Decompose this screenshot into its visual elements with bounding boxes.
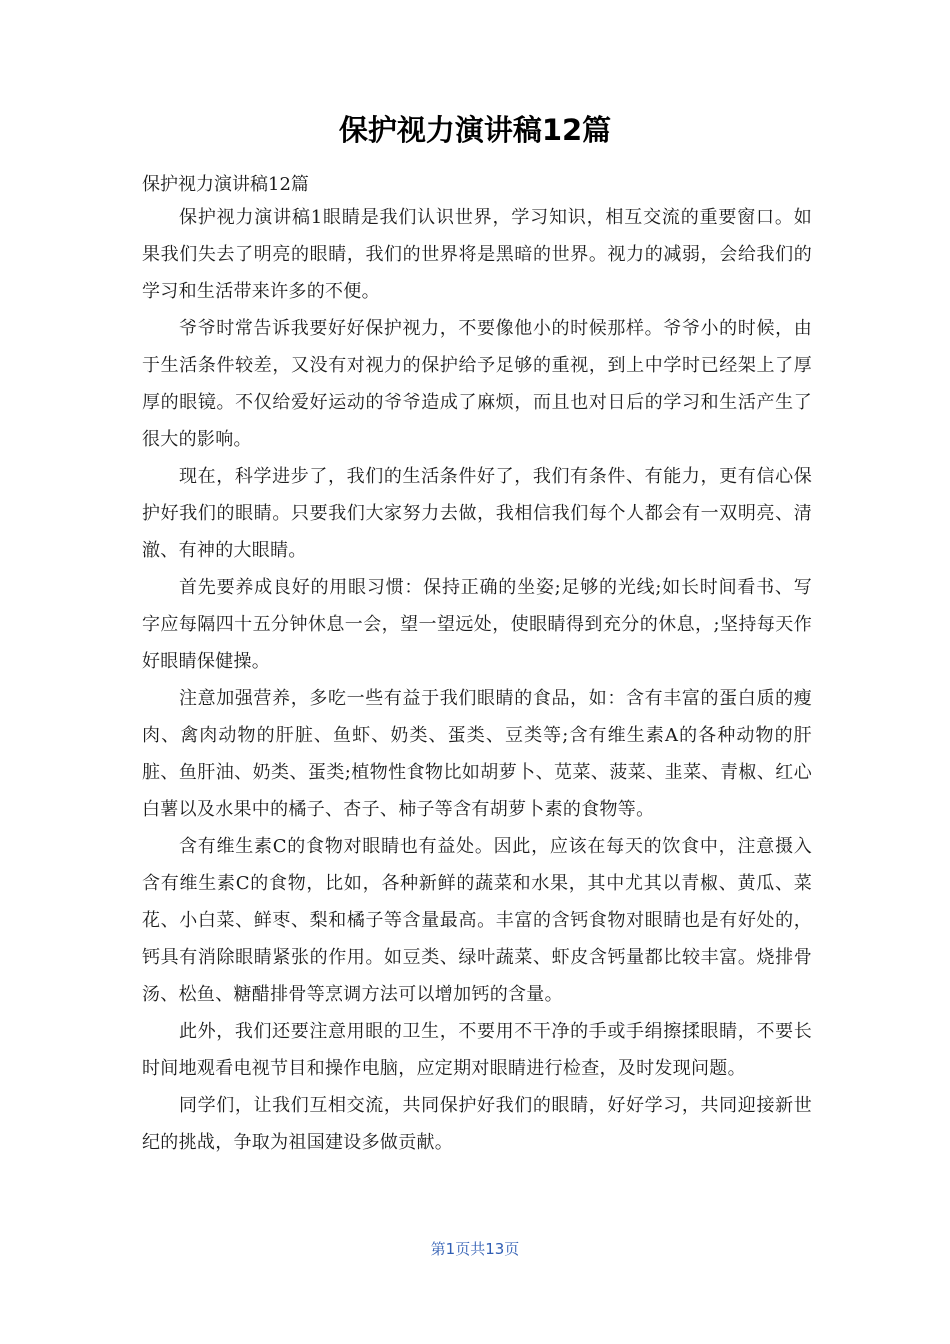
paragraph-2: 爷爷时常告诉我要好好保护视力，不要像他小的时候那样。爷爷小的时候，由于生活条件较差，又没有对视力的保护给予足够的重视，到上中学时已经架上了厚厚的眼镜。不仅给爱好运动的爷爷造成了麻烦，而且也对日后的学习和生活产生了很大的影响。 xyxy=(142,318,812,450)
paragraph-7: 此外，我们还要注意用眼的卫生，不要用不干净的手或手绢擦揉眼睛，不要长时间地观看电视节目和操作电脑，应定期对眼睛进行检查，及时发现问题。 xyxy=(142,1021,812,1079)
document-subtitle: 保护视力演讲稿12篇 xyxy=(142,174,309,195)
paragraph-5: 注意加强营养，多吃一些有益于我们眼睛的食品，如：含有丰富的蛋白质的瘦肉、禽肉动物的肝脏、鱼虾、奶类、蛋类、豆类等;含有维生素A的各种动物的肝脏、鱼肝油、奶类、蛋类;植物性食物比如胡萝卜、苋菜、菠菜、韭菜、青椒、红心白薯以及水果中的橘子、杏子、柿子等含有胡萝卜素的食物等。 xyxy=(142,688,812,820)
document-body xyxy=(142,171,812,1161)
paragraph-1: 保护视力演讲稿1眼睛是我们认识世界，学习知识，相互交流的重要窗口。如果我们失去了明亮的眼睛，我们的世界将是黑暗的世界。视力的减弱，会给我们的学习和生活带来许多的不便。 xyxy=(142,207,812,302)
paragraph-4: 首先要养成良好的用眼习惯：保持正确的坐姿;足够的光线;如长时间看书、写字应每隔四十五分钟休息一会，望一望远处，使眼睛得到充分的休息，;坚持每天作好眼睛保健操。 xyxy=(142,577,812,672)
paragraph-6: 含有维生素C的食物对眼睛也有益处。因此，应该在每天的饮食中，注意摄入含有维生素C的食物，比如，各种新鲜的蔬菜和水果，其中尤其以青椒、黄瓜、菜花、小白菜、鲜枣、梨和橘子等含量最高。丰富的含钙食物对眼睛也是有好处的，钙具有消除眼睛紧张的作用。如豆类、绿叶蔬菜、虾皮含钙量都比较丰富。烧排骨汤、松鱼、糖醋排骨等烹调方法可以增加钙的含量。 xyxy=(142,836,812,1005)
page-footer: 第1页共13页 xyxy=(430,1240,520,1258)
paragraph-3: 现在，科学进步了，我们的生活条件好了，我们有条件、有能力，更有信心保护好我们的眼睛。只要我们大家努力去做，我相信我们每个人都会有一双明亮、清澈、有神的大眼睛。 xyxy=(142,466,812,561)
document-title: 保护视力演讲稿12篇 xyxy=(338,113,612,147)
paragraph-8: 同学们，让我们互相交流，共同保护好我们的眼睛，好好学习，共同迎接新世纪的挑战，争取为祖国建设多做贡献。 xyxy=(142,1095,812,1153)
